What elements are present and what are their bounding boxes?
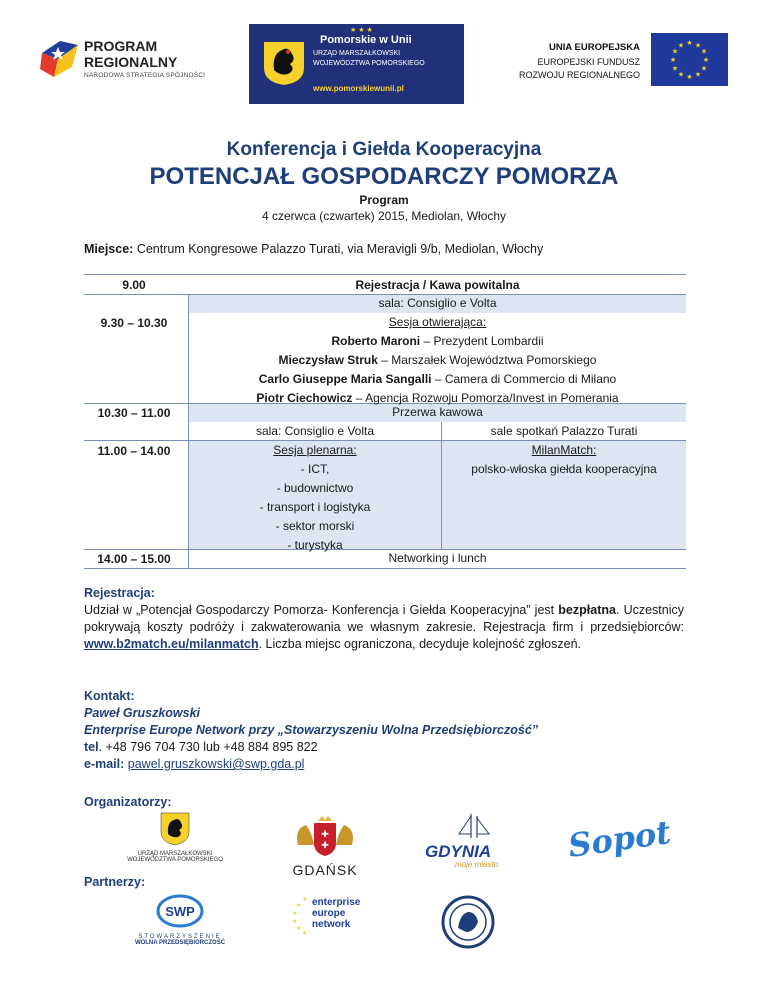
speaker-name: Piotr Ciechowicz: [256, 391, 353, 405]
gdynia-tagline: moje miasto: [455, 860, 499, 869]
svg-text:★: ★: [694, 41, 702, 50]
email-link[interactable]: pawel.gruszkowski@swp.gda.pl: [127, 757, 305, 771]
gdansk-crest-icon: [292, 815, 358, 857]
urzad-line1: URZĄD MARSZAŁKOWSKI: [137, 851, 213, 857]
date-location: 4 czerwca (czwartek) 2015, Mediolan, Włochy: [261, 209, 507, 223]
een-text: [312, 897, 360, 930]
phone-value: . +48 796 704 730 lub +48 884 895 822: [98, 740, 318, 754]
organizers-title: Organizatorzy:: [84, 795, 172, 809]
svg-text:★: ★: [686, 39, 693, 47]
time-9-00: 9.00: [122, 278, 146, 292]
een-line2: europe: [312, 908, 346, 919]
svg-text:★: ★: [677, 70, 685, 79]
program-regionalny-title: PROGRAM REGIONALNY: [84, 38, 178, 70]
contact-title: Kontakt:: [84, 689, 135, 703]
eu-stars-icon: [290, 895, 312, 935]
star-flag-icon: [38, 33, 82, 81]
eu-stars-icon: [651, 33, 728, 86]
swp-line2: WOLNA PRZEDSIĘBIORCZOŚĆ: [134, 940, 226, 946]
topic-item: - transport i logistyka: [259, 500, 371, 514]
swp-text: SWP: [165, 904, 195, 919]
svg-text:✚: ✚: [321, 841, 329, 851]
room-name: sala: Consiglio e Volta: [255, 424, 375, 438]
sopot-logo: Sopot: [565, 813, 674, 865]
speaker-role: – Agencja Rozwoju Pomorza/Invest in Pomerania: [352, 391, 619, 405]
pomorskie-url: www.pomorskiewunii.pl: [313, 84, 404, 93]
coffee-break: Przerwa kawowa: [392, 405, 483, 419]
registration-free: bezpłatna: [558, 603, 616, 617]
session-title: Sesja otwierająca:: [388, 315, 487, 329]
gdansk-text: GDAŃSK: [292, 862, 358, 878]
speaker-name: Carlo Giuseppe Maria Sangalli: [258, 372, 432, 386]
registration-coffee: Rejestracja / Kawa powitalna: [355, 278, 520, 292]
svg-text:★: ★: [302, 930, 308, 935]
urzad-marszalkowski-logo: [120, 812, 230, 872]
ue-title: UNIA EUROPEJSKA: [549, 42, 640, 53]
networking-lunch: Networking i lunch: [388, 551, 487, 565]
room-name: sala: Consiglio e Volta: [378, 296, 497, 310]
contact-name: Paweł Gruszkowski: [84, 706, 201, 720]
ue-line1: EUROPEJSKI FUNDUSZ: [537, 57, 640, 67]
time-14-00: 14.00 – 15.00: [97, 552, 171, 566]
svg-text:★: ★: [677, 41, 685, 50]
contact-phone: [84, 739, 684, 756]
svg-text:★: ★: [671, 47, 679, 56]
session-description: polsko-włoska giełda kooperacyjna: [471, 462, 657, 476]
sailboat-icon: [453, 812, 493, 840]
swp-line1: STOWARZYSZENIE: [138, 934, 222, 940]
topic-item: - budownictwo: [276, 481, 354, 495]
contact-section: [84, 688, 684, 773]
milanmatch-session: [442, 422, 686, 479]
conference-title: Konferencja i Giełda Kooperacyjna: [226, 139, 542, 160]
topic-item: - turystyka: [287, 538, 343, 552]
gdansk-logo: [285, 815, 365, 878]
time-10-30: 10.30 – 11.00: [97, 406, 171, 420]
session-title: MilanMatch:: [531, 443, 597, 457]
svg-text:★: ★: [302, 896, 308, 903]
venue: [84, 242, 543, 256]
seal-icon: [440, 894, 496, 950]
pomorskie-line2: WOJEWÓDZTWA POMORSKIEGO: [313, 60, 425, 67]
conference-main-title: POTENCJAŁ GOSPODARCZY POMORZA: [149, 163, 619, 190]
speaker-name: Roberto Maroni: [331, 334, 421, 348]
contact-email: [84, 756, 684, 773]
svg-text:★: ★: [292, 918, 298, 925]
room-name: sale spotkań Palazzo Turati: [490, 424, 638, 438]
registration-text-part: Udział w „Potencjał Gospodarczy Pomorza- Konferencja i Giełda Kooperacyjna” jest: [84, 603, 559, 617]
pomorskie-line1: URZĄD MARSZAŁKOWSKI: [313, 50, 401, 57]
venue-value: Centrum Kongresowe Palazzo Turati, via Meravigli 9/b, Mediolan, Włochy: [133, 242, 544, 256]
speaker-role: – Prezydent Lombardii: [420, 334, 544, 348]
svg-text:★: ★: [702, 56, 710, 64]
eu-flag: [651, 33, 728, 86]
een-line1: enterprise: [312, 897, 361, 908]
registration-text-part: . Uczestnicy pokrywają koszty podróży i zakwaterowania we własnym zakresie. Rejestracja firm i przedsiębiorców:: [84, 603, 685, 634]
svg-text:★: ★: [671, 64, 679, 73]
griffin-crest-icon: [262, 40, 306, 86]
b2match-link[interactable]: www.b2match.eu/milanmatch: [84, 637, 259, 651]
swp-logo: [120, 893, 240, 953]
registration-text: [84, 602, 684, 653]
plenary-session: [189, 422, 441, 555]
registration-title: Rejestracja:: [84, 586, 155, 600]
speaker-role: – Marszałek Województwa Pomorskiego: [377, 353, 597, 367]
program-regionalny-subtitle: NARODOWA STRATEGIA SPÓJNOŚCI: [84, 72, 206, 79]
svg-text:★: ★: [686, 73, 693, 81]
svg-text:★: ★: [700, 64, 708, 73]
griffin-crest-icon: [160, 812, 190, 846]
table-bottom-line: [84, 568, 686, 569]
program-label: Program: [359, 193, 409, 207]
urzad-line2: WOJEWÓDZTWA POMORSKIEGO: [127, 857, 223, 863]
opening-session: [189, 294, 686, 408]
registration-text-part: . Liczba miejsc ograniczona, decyduje kolejność zgłoszeń.: [258, 637, 581, 651]
pomorskie-title: Pomorskie w Unii: [320, 34, 412, 46]
registration-section: [84, 585, 684, 653]
svg-text:✚: ✚: [321, 830, 329, 840]
gdynia-text: GDYNIA: [425, 842, 492, 861]
svg-text:★: ★: [292, 910, 298, 917]
phone-label: tel: [84, 740, 99, 754]
svg-text:★: ★: [694, 70, 702, 79]
een-logo: [290, 893, 370, 948]
topic-item: - sektor morski: [275, 519, 355, 533]
svg-text:★: ★: [700, 47, 708, 56]
speaker-role: – Camera di Commercio di Milano: [431, 372, 617, 386]
pomorskie-stars: ★ ★ ★: [350, 27, 373, 34]
een-line3: network: [312, 919, 351, 930]
time-9-30: 9.30 – 10.30: [100, 316, 168, 330]
table-top-line: [84, 274, 686, 275]
partners-title: Partnerzy:: [84, 875, 146, 889]
email-label: e-mail:: [84, 757, 125, 771]
gdynia-logo: [425, 812, 505, 872]
swp-swirl-icon: [155, 893, 205, 929]
svg-text:★: ★: [669, 56, 677, 64]
contact-organization: Enterprise Europe Network przy „Stowarzyszeniu Wolna Przedsiębiorczość”: [84, 723, 539, 737]
time-11-00: 11.00 – 14.00: [97, 444, 171, 458]
svg-text:★: ★: [296, 925, 302, 932]
session-title: Sesja plenarna:: [273, 443, 357, 457]
venue-label: Miejsce:: [84, 242, 134, 256]
partner-seal-logo: [440, 894, 496, 955]
speaker-name: Mieczysław Struk: [278, 353, 378, 367]
svg-text:★: ★: [296, 902, 302, 909]
ue-line2: ROZWOJU REGIONALNEGO: [518, 70, 640, 80]
topic-item: - ICT,: [300, 462, 330, 476]
